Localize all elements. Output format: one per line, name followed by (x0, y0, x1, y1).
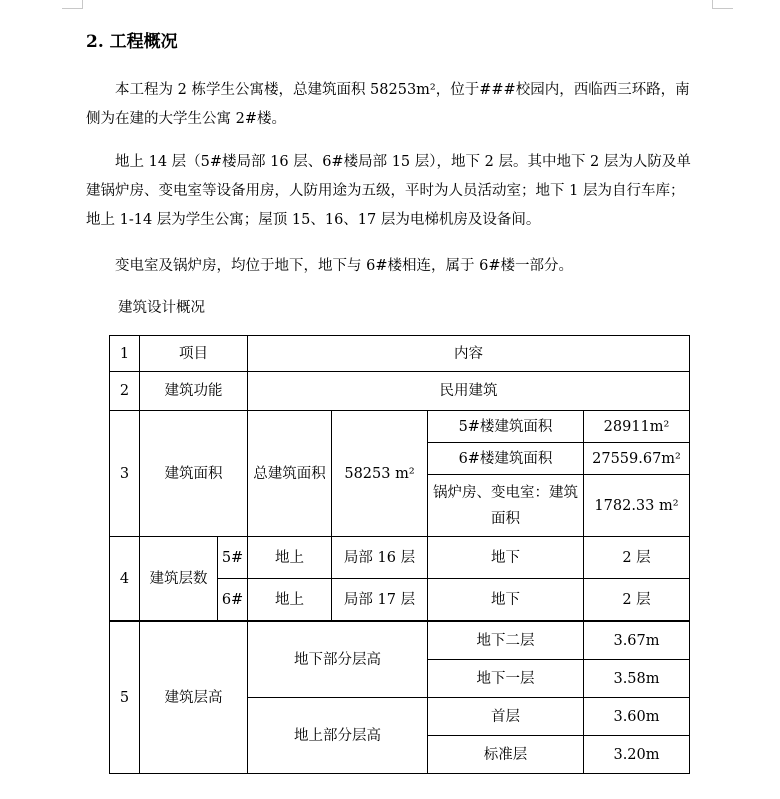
paragraph-overview: 本工程为 2 栋学生公寓楼，总建筑面积 58253m²，位于###校园内，西临西三环路，南侧为在建的大学生公寓 2#楼。 (86, 82, 690, 127)
table-row (110, 372, 690, 411)
row-number: 3 (110, 411, 140, 537)
total-area-value: 58253 m² (332, 411, 428, 537)
page-corner-mark-left (62, 0, 83, 9)
above-ground-value: 局部 17 层 (332, 579, 428, 621)
floor-name: 标准层 (428, 736, 584, 774)
above-ground-label: 地上 (248, 537, 332, 579)
floor-height-group-label: 地上部分层高 (248, 698, 428, 774)
item-label: 建筑层高 (140, 622, 248, 774)
below-ground-value: 2 层 (584, 537, 690, 579)
row-number: 1 (110, 336, 140, 372)
floor-name: 首层 (428, 698, 584, 736)
above-ground-label: 地上 (248, 579, 332, 621)
table-row (110, 336, 690, 372)
floor-height-value: 3.67m (584, 622, 690, 660)
floor-height-value: 3.60m (584, 698, 690, 736)
below-ground-label: 地下 (428, 579, 584, 621)
row-number: 5 (110, 622, 140, 774)
floor-height-group-label: 地下部分层高 (248, 622, 428, 698)
total-area-label: 总建筑面积 (248, 411, 332, 537)
above-ground-value: 局部 16 层 (332, 537, 428, 579)
header-content: 内容 (248, 336, 690, 372)
table-row (110, 622, 690, 660)
paragraph-floors: 地上 14 层（5#楼局部 16 层、6#楼局部 15 层），地下 2 层。其中地下 2 层为人防及单建锅炉房、变电室等设备用房，人防用途为五级，平时为人员活动室；地下 1 层为自行车库；地上 1-14 层为学生公寓；屋顶 15、16、17 层为电梯机房及设备间。 (86, 154, 691, 228)
item-label: 建筑功能 (140, 372, 248, 411)
table-caption: 建筑设计概况 (118, 300, 205, 316)
floor-height-value: 3.20m (584, 736, 690, 774)
sub-area-label: 6#楼建筑面积 (428, 443, 584, 475)
sub-area-value: 28911m² (584, 411, 690, 443)
row-number: 4 (110, 537, 140, 621)
sub-area-label: 锅炉房、变电室：建筑面积 (428, 475, 584, 537)
row-number: 2 (110, 372, 140, 411)
table-row (110, 411, 690, 443)
content-value: 民用建筑 (248, 372, 690, 411)
floor-height-value: 3.58m (584, 660, 690, 698)
table-row (110, 537, 690, 579)
design-overview-table (109, 335, 690, 621)
sub-area-value: 1782.33 m² (584, 475, 690, 537)
below-ground-label: 地下 (428, 537, 584, 579)
item-label: 建筑层数 (140, 537, 218, 621)
sub-area-label: 5#楼建筑面积 (428, 411, 584, 443)
building-label: 6# (218, 579, 248, 621)
section-heading: 2. 工程概况 (86, 32, 178, 52)
floor-name: 地下一层 (428, 660, 584, 698)
item-label: 建筑面积 (140, 411, 248, 537)
below-ground-value: 2 层 (584, 579, 690, 621)
sub-area-value: 27559.67m² (584, 443, 690, 475)
page-corner-mark-right (712, 0, 733, 9)
floor-height-table (109, 621, 690, 774)
building-label: 5# (218, 537, 248, 579)
floor-name: 地下二层 (428, 622, 584, 660)
paragraph-substation: 变电室及锅炉房，均位于地下，地下与 6#楼相连，属于 6#楼一部分。 (115, 258, 573, 274)
header-item: 项目 (140, 336, 248, 372)
